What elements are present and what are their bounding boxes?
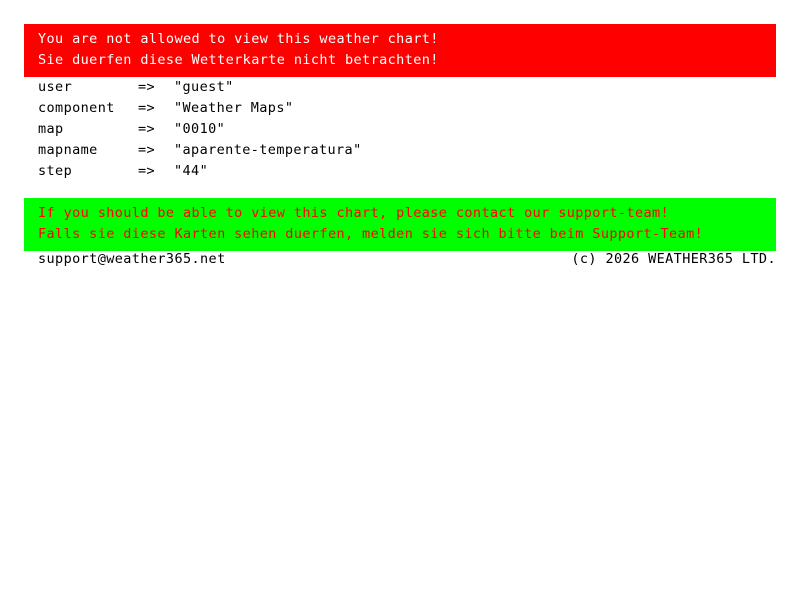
param-arrow: => (138, 79, 156, 95)
param-key: map (38, 121, 64, 137)
support-email-link[interactable]: support@weather365.net (38, 251, 226, 267)
param-key: step (38, 163, 73, 179)
param-value: "Weather Maps" (174, 100, 294, 116)
table-row (38, 122, 362, 143)
param-value: "44" (174, 163, 209, 179)
table-row (38, 164, 362, 185)
param-arrow: => (138, 121, 156, 137)
info-banner (24, 198, 776, 251)
param-value: "aparente-temperatura" (174, 142, 362, 158)
table-row (38, 101, 362, 122)
param-key: mapname (38, 142, 98, 158)
param-arrow: => (138, 163, 156, 179)
info-banner-line-de: Falls sie diese Karten sehen duerfen, melden sie sich bitte beim Support-Team! (38, 226, 704, 242)
param-arrow: => (138, 142, 156, 158)
error-banner-line-de: Sie duerfen diese Wetterkarte nicht betrachten! (38, 52, 439, 68)
info-banner-line-en: If you should be able to view this chart, please contact our support-team! (38, 205, 670, 221)
error-banner (24, 24, 776, 77)
copyright-notice: (c) 2026 WEATHER365 LTD. (571, 251, 776, 267)
param-value: "guest" (174, 79, 234, 95)
param-key: component (38, 100, 115, 116)
error-banner-line-en: You are not allowed to view this weather chart! (38, 31, 439, 47)
param-value: "0010" (174, 121, 226, 137)
param-arrow: => (138, 100, 156, 116)
table-row (38, 80, 362, 101)
page-footer (38, 251, 776, 267)
parameter-list (38, 80, 362, 185)
param-key: user (38, 79, 73, 95)
table-row (38, 143, 362, 164)
